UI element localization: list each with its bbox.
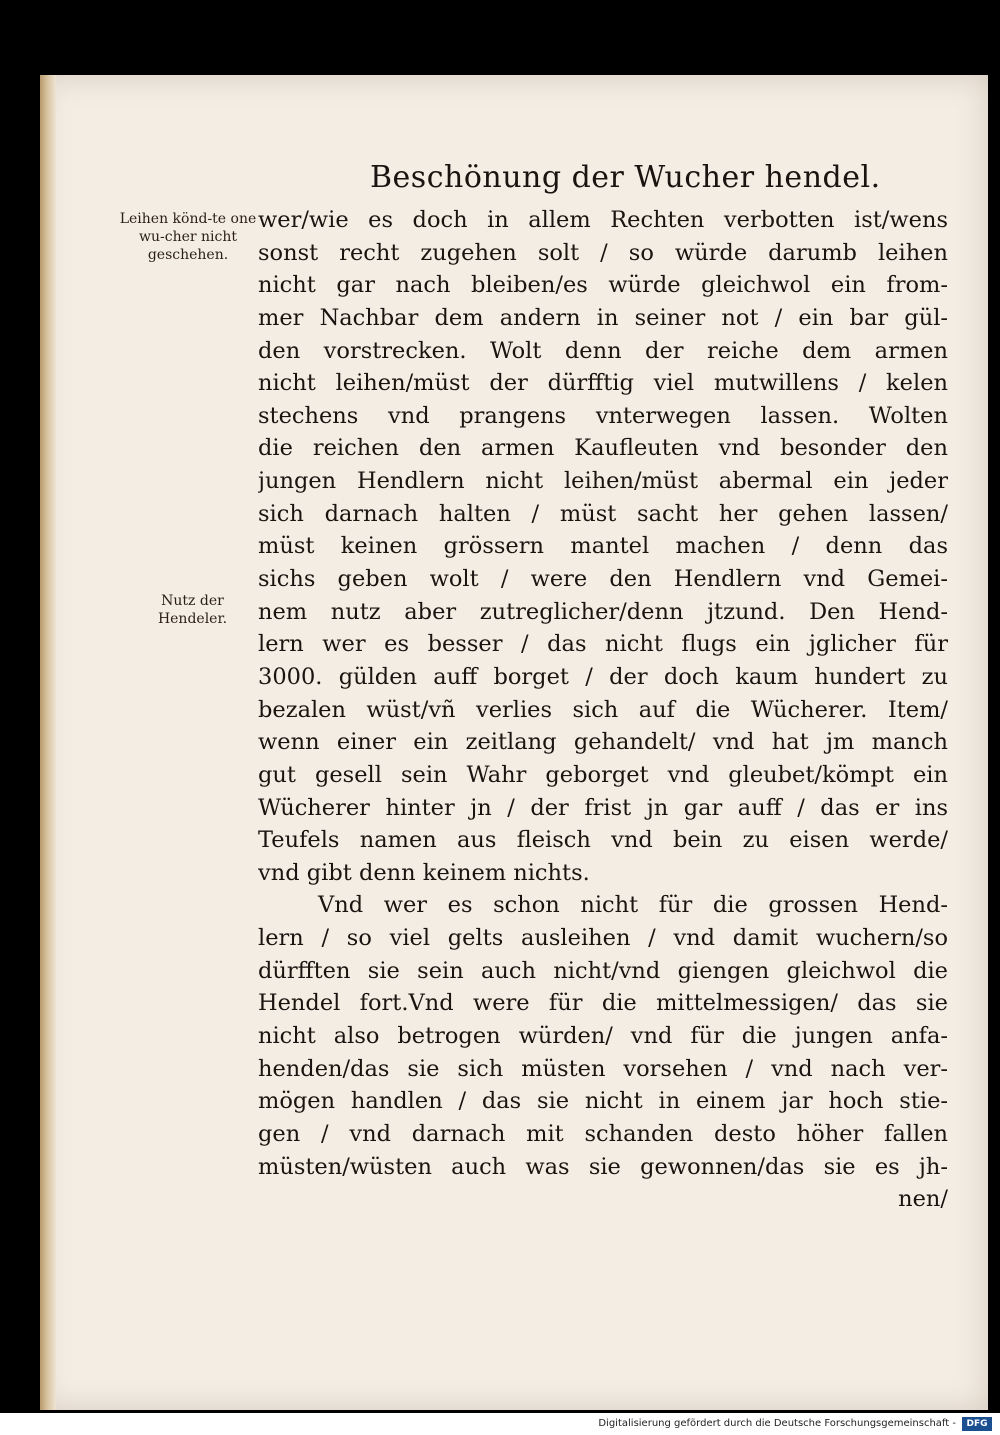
text-line: Wücherer hinter jn / der frist jn gar auff / das er ins	[258, 794, 948, 821]
page-edge	[40, 75, 56, 1410]
text-line: jungen Hendlern nicht leihen/müst abermal ein jeder	[258, 468, 948, 495]
text-line: sonst recht zugehen solt / so würde darumb leihen	[258, 239, 948, 266]
dfg-logo: DFG	[962, 1417, 992, 1431]
text-line: lern / so viel gelts ausleihen / vnd damit wuchern/so	[258, 925, 948, 952]
body-text	[258, 204, 948, 1216]
text-line: Vnd wer es schon nicht für die grossen Hend-	[318, 892, 948, 919]
text-line: gen / vnd darnach mit schanden desto höher fallen	[258, 1120, 948, 1147]
text-line: nicht also betrogen würden/ vnd für die jungen anfa-	[258, 1023, 948, 1050]
text-line: nicht leihen/müst der dürfftig viel mutwillens / kelen	[258, 370, 948, 397]
text-line: nicht gar nach bleiben/es würde gleichwol ein from-	[258, 272, 948, 299]
funding-credit: Digitalisierung gefördert durch die Deutsche Forschungsgemeinschaft -	[598, 1418, 956, 1429]
text-line: mer Nachbar dem andern in seiner not / ein bar gül-	[258, 304, 948, 331]
text-line: lern wer es besser / das nicht flugs ein jglicher für	[258, 631, 948, 658]
text-line: bezalen wüst/vñ verlies sich auf die Wücherer. Item/	[258, 696, 948, 723]
margin-note: Leihen könd-te one wu-cher nicht geschehen.	[119, 211, 257, 263]
text-line: wer/wie es doch in allem Rechten verbotten ist/wens	[258, 207, 948, 233]
text-line: henden/das sie sich müsten vorsehen / vnd nach ver-	[258, 1055, 948, 1082]
running-header: Beschönung der Wucher hendel.	[370, 160, 881, 195]
text-line: wenn einer ein zeitlang gehandelt/ vnd hat jm manch	[258, 729, 948, 756]
text-line: dürfften sie sein auch nicht/vnd giengen gleichwol die	[258, 957, 948, 984]
text-line: mögen handlen / das sie nicht in einem jar hoch stie-	[258, 1088, 948, 1115]
text-line: vnd gibt denn keinem nichts.	[258, 859, 590, 886]
text-line: den vorstrecken. Wolt denn der reiche dem armen	[258, 337, 948, 364]
text-line: sich darnach halten / müst sacht her gehen lassen/	[258, 500, 948, 527]
text-line: Hendel fort.Vnd were für die mittelmessigen/ das sie	[258, 990, 948, 1017]
text-line: müsten/wüsten auch was sie gewonnen/das sie es jh-	[258, 1153, 948, 1180]
text-line: nem nutz aber zutreglicher/denn jtzund. Den Hend-	[258, 598, 948, 625]
text-line: stechens vnd prangens vnterwegen lassen. Wolten	[258, 402, 948, 429]
text-line: Teufels namen aus fleisch vnd bein zu eisen werde/	[258, 827, 948, 854]
margin-note: Nutz der Hendeler.	[157, 593, 228, 627]
text-line: 3000. gülden auff borget / der doch kaum hundert zu	[258, 663, 948, 690]
text-line: sichs geben wolt / were den Hendlern vnd Gemei-	[258, 566, 948, 593]
text-line: müst keinen grössern mantel machen / denn das	[258, 533, 948, 560]
catchword: nen/	[898, 1186, 948, 1213]
text-line: die reichen den armen Kaufleuten vnd besonder den	[258, 435, 948, 462]
text-line: gut gesell sein Wahr geborget vnd gleubet/kömpt ein	[258, 761, 948, 788]
footer-bar	[0, 1413, 1000, 1435]
